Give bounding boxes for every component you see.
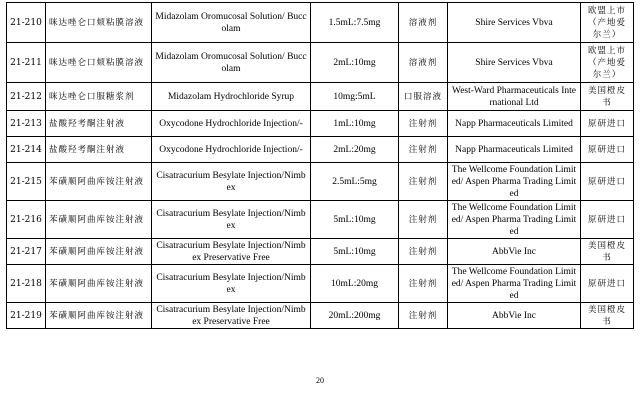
specification-cell: 10mg:5mL	[311, 83, 399, 111]
row-id-cell: 21-219	[7, 303, 46, 329]
dosage-form-cell: 注射剂	[399, 239, 448, 265]
source-cell: 原研进口	[581, 111, 634, 137]
dosage-form-cell: 溶液剂	[399, 3, 448, 43]
company-cell: AbbVie Inc	[448, 239, 581, 265]
company-cell: AbbVie Inc	[448, 303, 581, 329]
row-id-cell: 21-210	[7, 3, 46, 43]
table-row	[7, 265, 634, 303]
chinese-name-cell: 咪达唑仑口颊粘膜溶液	[46, 3, 152, 43]
table-row	[7, 163, 634, 201]
source-cell: 美国橙皮书	[581, 239, 634, 265]
specification-cell: 5mL:10mg	[311, 239, 399, 265]
chinese-name-cell: 咪达唑仑口颊粘膜溶液	[46, 43, 152, 83]
english-name-cell: Cisatracurium Besylate Injection/Nimbex Preservative Free	[152, 303, 311, 329]
source-cell: 欧盟上市（产地爱尔兰）	[581, 3, 634, 43]
dosage-form-cell: 注射剂	[399, 265, 448, 303]
row-id-cell: 21-211	[7, 43, 46, 83]
table-row	[7, 239, 634, 265]
source-cell: 美国橙皮书	[581, 83, 634, 111]
chinese-name-cell: 盐酸羟考酮注射液	[46, 137, 152, 163]
dosage-form-cell: 溶液剂	[399, 43, 448, 83]
source-cell: 原研进口	[581, 137, 634, 163]
company-cell: The Wellcome Foundation Limited/ Aspen Pharma Trading Limited	[448, 163, 581, 201]
table-row	[7, 111, 634, 137]
dosage-form-cell: 口服溶液	[399, 83, 448, 111]
company-cell: Shire Services Vbva	[448, 3, 581, 43]
chinese-name-cell: 苯磺顺阿曲库铵注射液	[46, 265, 152, 303]
english-name-cell: Oxycodone Hydrochloride Injection/-	[152, 137, 311, 163]
english-name-cell: Midazolam Hydrochloride Syrup	[152, 83, 311, 111]
table-row	[7, 201, 634, 239]
english-name-cell: Cisatracurium Besylate Injection/Nimbex	[152, 265, 311, 303]
dosage-form-cell: 注射剂	[399, 111, 448, 137]
source-cell: 美国橙皮书	[581, 303, 634, 329]
specification-cell: 5mL:10mg	[311, 201, 399, 239]
company-cell: West-Ward Pharmaceuticals International Ltd	[448, 83, 581, 111]
source-cell: 欧盟上市（产地爱尔兰）	[581, 43, 634, 83]
row-id-cell: 21-215	[7, 163, 46, 201]
specification-cell: 20mL:200mg	[311, 303, 399, 329]
specification-cell: 1mL:10mg	[311, 111, 399, 137]
chinese-name-cell: 盐酸羟考酮注射液	[46, 111, 152, 137]
page-number: 20	[316, 376, 324, 385]
row-id-cell: 21-217	[7, 239, 46, 265]
chinese-name-cell: 苯磺顺阿曲库铵注射液	[46, 239, 152, 265]
drug-catalog-table	[6, 2, 634, 329]
company-cell: Shire Services Vbva	[448, 43, 581, 83]
table-row	[7, 83, 634, 111]
company-cell: The Wellcome Foundation Limited/ Aspen Pharma Trading Limited	[448, 201, 581, 239]
table-row	[7, 3, 634, 43]
row-id-cell: 21-213	[7, 111, 46, 137]
specification-cell: 2mL:10mg	[311, 43, 399, 83]
source-cell: 原研进口	[581, 163, 634, 201]
source-cell: 原研进口	[581, 265, 634, 303]
row-id-cell: 21-212	[7, 83, 46, 111]
specification-cell: 1.5mL:7.5mg	[311, 3, 399, 43]
source-cell: 原研进口	[581, 201, 634, 239]
chinese-name-cell: 苯磺顺阿曲库铵注射液	[46, 163, 152, 201]
dosage-form-cell: 注射剂	[399, 137, 448, 163]
chinese-name-cell: 咪达唑仑口服糖浆剂	[46, 83, 152, 111]
english-name-cell: Cisatracurium Besylate Injection/Nimbex	[152, 163, 311, 201]
english-name-cell: Cisatracurium Besylate Injection/Nimbex Preservative Free	[152, 239, 311, 265]
specification-cell: 2.5mL:5mg	[311, 163, 399, 201]
row-id-cell: 21-218	[7, 265, 46, 303]
english-name-cell: Midazolam Oromucosal Solution/ Buccolam	[152, 43, 311, 83]
company-cell: Napp Pharmaceuticals Limited	[448, 137, 581, 163]
specification-cell: 2mL:20mg	[311, 137, 399, 163]
dosage-form-cell: 注射剂	[399, 201, 448, 239]
chinese-name-cell: 苯磺顺阿曲库铵注射液	[46, 201, 152, 239]
company-cell: The Wellcome Foundation Limited/ Aspen Pharma Trading Limited	[448, 265, 581, 303]
table-row	[7, 303, 634, 329]
english-name-cell: Oxycodone Hydrochloride Injection/-	[152, 111, 311, 137]
dosage-form-cell: 注射剂	[399, 303, 448, 329]
company-cell: Napp Pharmaceuticals Limited	[448, 111, 581, 137]
row-id-cell: 21-216	[7, 201, 46, 239]
table-row	[7, 137, 634, 163]
specification-cell: 10mL:20mg	[311, 265, 399, 303]
row-id-cell: 21-214	[7, 137, 46, 163]
english-name-cell: Midazolam Oromucosal Solution/ Buccolam	[152, 3, 311, 43]
chinese-name-cell: 苯磺顺阿曲库铵注射液	[46, 303, 152, 329]
table-row	[7, 43, 634, 83]
dosage-form-cell: 注射剂	[399, 163, 448, 201]
english-name-cell: Cisatracurium Besylate Injection/Nimbex	[152, 201, 311, 239]
